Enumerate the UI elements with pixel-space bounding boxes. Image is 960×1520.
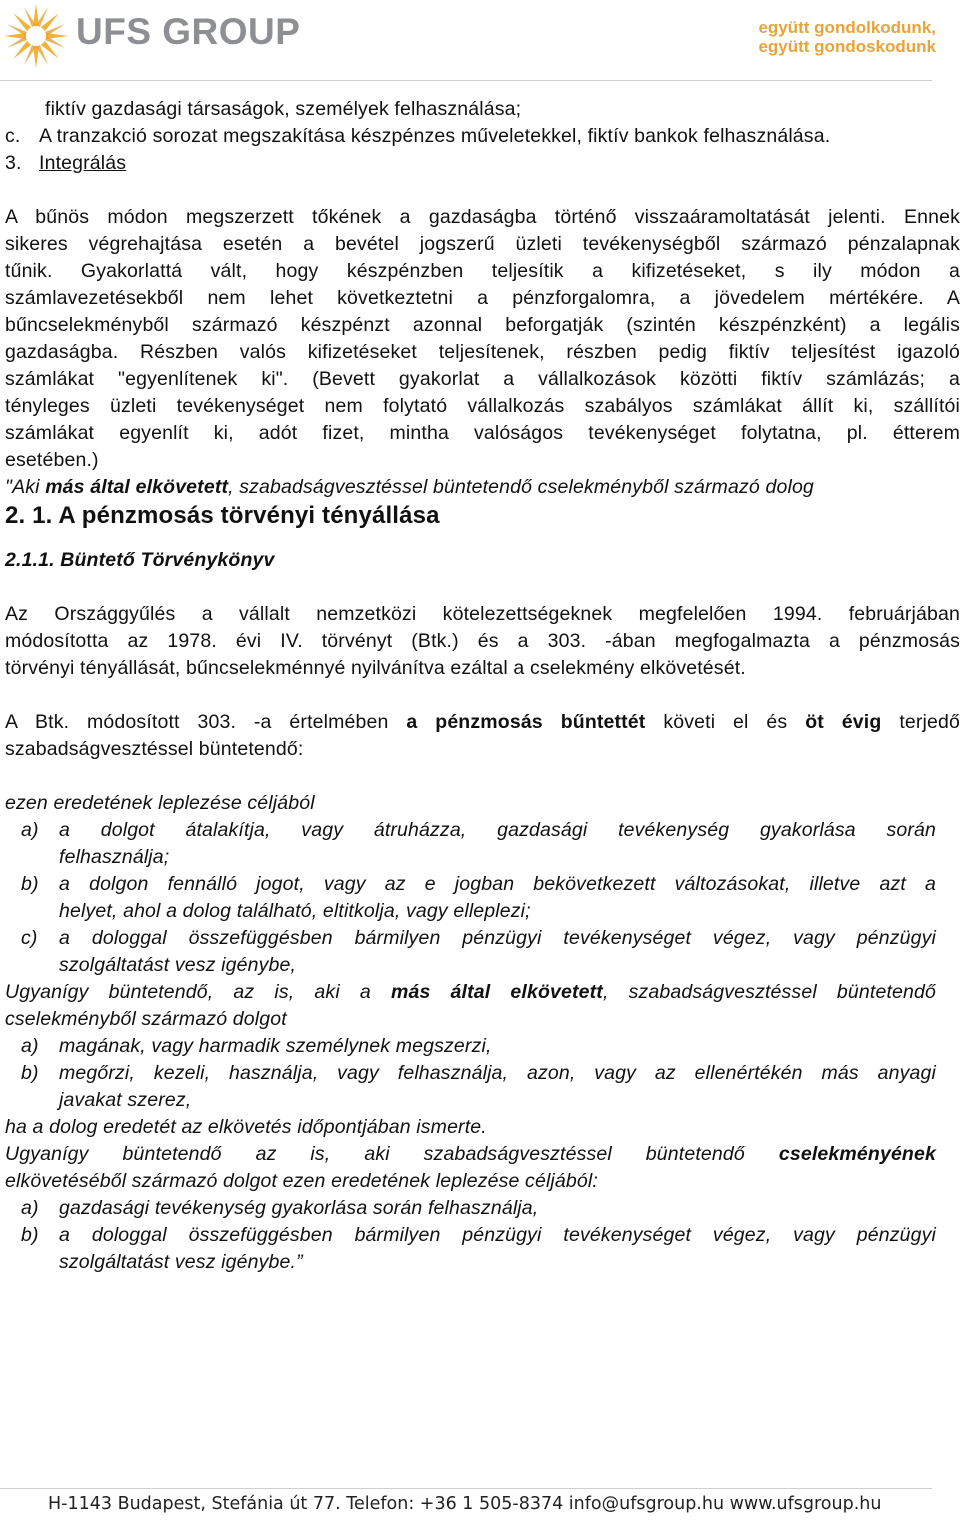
text-line: számlákat egyenlít ki, adót fizet, mintha valóságos tevékenységet folytatna, pl. étterem xyxy=(5,422,960,444)
heading-section-2-1-1: 2.1.1. Büntető Törvénykönyv xyxy=(5,549,275,571)
list-item: a) a dolgot átalakítja, vagy átruházza, gazdasági tevékenység gyakorlása során felhasználja; xyxy=(21,819,936,868)
footer-divider xyxy=(0,1488,932,1489)
slogan-line: együtt gondolkodunk, xyxy=(758,18,936,37)
list-item: a) magának, vagy harmadik személynek megszerzi, xyxy=(21,1035,492,1057)
list-item: b) a dologgal összefüggésben bármilyen pénzügyi tevékenységet végez, vagy pénzügyi szolgáltatást vesz igénybe.” xyxy=(21,1224,936,1273)
slogan xyxy=(758,18,936,56)
page-header xyxy=(0,0,960,82)
text-line: tűnik. Gyakorlattá vált, hogy készpénzben teljesítik a kifizetéseket, s ily módon a xyxy=(5,260,960,282)
text-line: fiktív gazdasági társaságok, személyek felhasználása; xyxy=(45,98,522,120)
text-line: cselekményből származó dolgot xyxy=(5,1008,287,1030)
text-line: Ugyanígy büntetendő, az is, aki a más által elkövetett, szabadságvesztéssel büntetendő xyxy=(5,981,936,1003)
section-title-integralas: Integrálás xyxy=(39,152,127,174)
law-quote xyxy=(5,790,960,1276)
list-item: b) megőrzi, kezeli, használja, vagy felhasználja, azon, vagy az ellenértékén más anyagi javakat szerez, xyxy=(21,1062,936,1111)
heading-section-2-1: 2. 1. A pénzmosás törvényi tényállása xyxy=(5,502,440,529)
text-line: A Btk. módosított 303. -a értelmében a pénzmosás bűntettét követi el és öt évig terjedő xyxy=(5,711,960,733)
sunburst-logo-icon xyxy=(2,2,70,70)
text-line: bűncselekményből származó készpénzt azonnal beforgatják (szintén készpénzként) a legális xyxy=(5,314,960,336)
text-line: ezen eredetének leplezése céljából xyxy=(5,792,315,814)
company-logo-text: UFS GROUP xyxy=(76,11,301,52)
text-line: sikeres végrehajtása esetén a bevétel jogszerű üzleti tevékenységből származó pénzalapnak xyxy=(5,233,960,255)
text-line: tényleges üzleti tevékenységet nem folytató vállalkozás szabályos számlákat állít ki, szállítói xyxy=(5,395,960,417)
text-line: Ugyanígy büntetendő az is, aki szabadságvesztéssel büntetendő cselekményének xyxy=(5,1143,936,1165)
list-item: a) gazdasági tevékenység gyakorlása során felhasználja, xyxy=(21,1197,539,1219)
paragraph-303 xyxy=(5,709,960,763)
list-item: c) a dologgal összefüggésben bármilyen pénzügyi tevékenységet végez, vagy pénzügyi szolgáltatást vesz igénybe, xyxy=(21,927,936,976)
header-divider xyxy=(0,80,932,81)
text-line: elkövetéséből származó dolgot ezen eredetének leplezése céljából: xyxy=(5,1170,598,1192)
document-body xyxy=(5,96,960,1276)
text-line: gazdaságba. Részben valós kifizetéseket teljesítenek, részben pedig fiktív teljesítést igazoló xyxy=(5,341,960,363)
text-line: Az Országgyűlés a vállalt nemzetközi kötelezettségeknek megfelelően 1994. februárjában xyxy=(5,603,960,625)
paragraph-btk xyxy=(5,601,960,682)
list-line: c. A tranzakció sorozat megszakítása készpénzes műveletekkel, fiktív bankok felhasználása. xyxy=(5,125,831,147)
text-line: A bűnös módon megszerzett tőkének a gazdaságba történő visszaáramoltatását jelenti. Ennek xyxy=(5,206,960,228)
text-line: ha a dolog eredetét az elkövetés időpontjában ismerte. xyxy=(5,1116,487,1138)
quote-line: "Aki más által elkövetett, szabadságvesztéssel büntetendő cselekményből származó dolog xyxy=(5,476,814,498)
text-line: törvényi tényállását, bűncselekménnyé nyilvánítva ezáltal a cselekmény elkövetését. xyxy=(5,657,746,679)
text-line: számlákat "egyenlítenek ki". (Bevett gyakorlat a vállalkozások közötti fiktív számlázás; a xyxy=(5,368,960,390)
list-item: b) a dolgon fennálló jogot, vagy az e jogban bekövetkezett változásokat, illetve azt a helyet, ahol a dolog található, eltitkolja, vagy elleplezi; xyxy=(21,873,936,922)
slogan-line: együtt gondoskodunk xyxy=(758,37,936,56)
list-line: 3. Integrálás xyxy=(5,152,127,174)
paragraph-integralas xyxy=(5,204,960,474)
text-line: módosította az 1978. évi IV. törvényt (Btk.) és a 303. -ában megfogalmazta a pénzmosás xyxy=(5,630,960,652)
text-line: esetében.) xyxy=(5,449,99,471)
text-line: szabadságvesztéssel büntetendő: xyxy=(5,738,304,760)
page-footer-contact: H-1143 Budapest, Stefánia út 77. Telefon: +36 1 505-8374 info@ufsgroup.hu www.ufsgroup.hu xyxy=(48,1494,882,1514)
text-line: számlavezetésekből nem lehet következtetni a pénzforgalomra, a jövedelem mértékére. A xyxy=(5,287,960,309)
